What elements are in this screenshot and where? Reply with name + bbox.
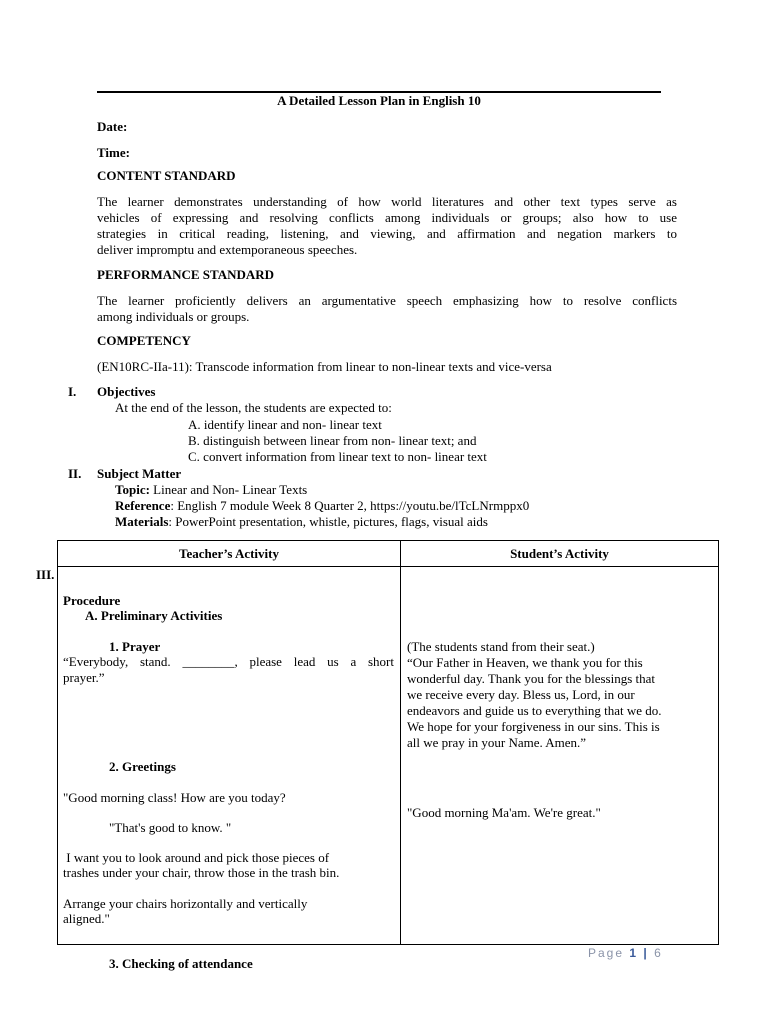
objective-item: A. identify linear and non- linear text: [188, 417, 382, 432]
student-activity-cell: [401, 567, 719, 945]
prayer-student-line: endeavors and guide us to everything that we do.: [407, 703, 662, 718]
document-title: A Detailed Lesson Plan in English 10: [277, 93, 481, 108]
greeting-text: aligned.": [63, 911, 110, 926]
performance-standard-heading: PERFORMANCE STANDARD: [97, 267, 275, 282]
topic-line: [115, 482, 307, 498]
teacher-activity-cell: [58, 567, 401, 971]
objectives-intro: At the end of the lesson, the students are expected to:: [115, 400, 392, 415]
prayer-teacher-line: prayer.”: [63, 670, 105, 685]
attendance-heading: 3. Checking of attendance: [109, 956, 253, 971]
greetings-heading: 2. Greetings: [109, 759, 176, 774]
teacher-activity-header: Teacher’s Activity: [58, 541, 401, 567]
objectives-heading: Objectives: [97, 384, 156, 399]
topic-label: Topic:: [115, 482, 150, 497]
subject-matter-numeral: II.: [68, 466, 82, 481]
reference-line: [115, 498, 529, 514]
date-label: Date:: [97, 119, 128, 134]
objective-item: B. distinguish between linear from non- linear text; and: [188, 433, 477, 448]
greeting-text: Arrange your chairs horizontally and vertically: [63, 896, 308, 911]
content-standard-line: deliver impromptu and extemporaneous speeches.: [97, 242, 358, 257]
performance-standard-text: [97, 293, 677, 325]
prayer-student-line: all we pray in your Name. Amen.”: [407, 735, 587, 750]
greeting-text: "That's good to know. ": [109, 820, 232, 835]
table-header-row: [58, 541, 719, 567]
subject-matter-heading: Subject Matter: [97, 466, 182, 481]
content-standard-heading: CONTENT STANDARD: [97, 168, 236, 183]
current-page: 1: [629, 946, 639, 960]
topic-value: Linear and Non- Linear Texts: [153, 482, 308, 497]
prayer-teacher-line: “Everybody, stand. ________, please lead us a short: [63, 654, 394, 669]
greeting-text: I want you to look around and pick those pieces of: [63, 850, 330, 865]
materials-label: Materials: [115, 514, 169, 529]
prayer-student-line: “Our Father in Heaven, we thank you for this: [407, 655, 643, 670]
objectives-numeral: I.: [68, 384, 77, 399]
content-standard-line: strategies in critical reading, listening, and viewing, and affirmation and negation markers to: [97, 226, 677, 241]
reference-value: : English 7 module Week 8 Quarter 2, https://youtu.be/lTcLNrmppx0: [170, 498, 530, 513]
procedure-heading: Procedure: [63, 593, 121, 608]
prayer-heading: 1. Prayer: [109, 639, 161, 654]
prayer-student-line: wonderful day. Thank you for the blessings that: [407, 671, 656, 686]
prayer-student-line: (The students stand from their seat.): [407, 639, 595, 654]
performance-standard-line: among individuals or groups.: [97, 309, 250, 324]
greeting-text: "Good morning class! How are you today?: [63, 790, 286, 805]
greeting-student-text: "Good morning Ma'am. We're great.": [407, 805, 601, 820]
prayer-teacher-text: [63, 654, 394, 686]
content-standard-text: [97, 194, 677, 258]
content-standard-line: vehicles of expressing and resolving conflicts among individuals or groups; also how to use: [97, 210, 677, 225]
student-activity-header: Student’s Activity: [401, 541, 719, 567]
table-row: [58, 567, 719, 945]
competency-text: (EN10RC-IIa-11): Transcode information from linear to non-linear texts and vice-versa: [97, 359, 552, 374]
preliminary-heading: A. Preliminary Activities: [85, 608, 223, 623]
prayer-student-text: [407, 639, 709, 751]
procedure-numeral: III.: [36, 567, 55, 582]
performance-standard-line: The learner proficiently delivers an argumentative speech emphasizing how to resolve conflicts: [97, 293, 677, 308]
materials-value: : PowerPoint presentation, whistle, pictures, flags, visual aids: [168, 514, 488, 529]
page-number: [588, 945, 663, 961]
content-standard-line: The learner demonstrates understanding of how world literatures and other text types serve as: [97, 194, 677, 209]
page-separator: |: [643, 946, 649, 960]
materials-line: [115, 514, 488, 530]
prayer-student-line: we receive every day. Bless us, Lord, in our: [407, 687, 635, 702]
greeting-text: trashes under your chair, throw those in the trash bin.: [63, 865, 340, 880]
objective-item: C. convert information from linear text to non- linear text: [188, 449, 487, 464]
time-label: Time:: [97, 145, 130, 160]
competency-heading: COMPETENCY: [97, 333, 191, 348]
prayer-student-line: We hope for your forgiveness in our sins. This is: [407, 719, 660, 734]
reference-label: Reference: [115, 498, 171, 513]
page-word: Page: [588, 946, 625, 960]
total-pages: 6: [654, 946, 663, 960]
